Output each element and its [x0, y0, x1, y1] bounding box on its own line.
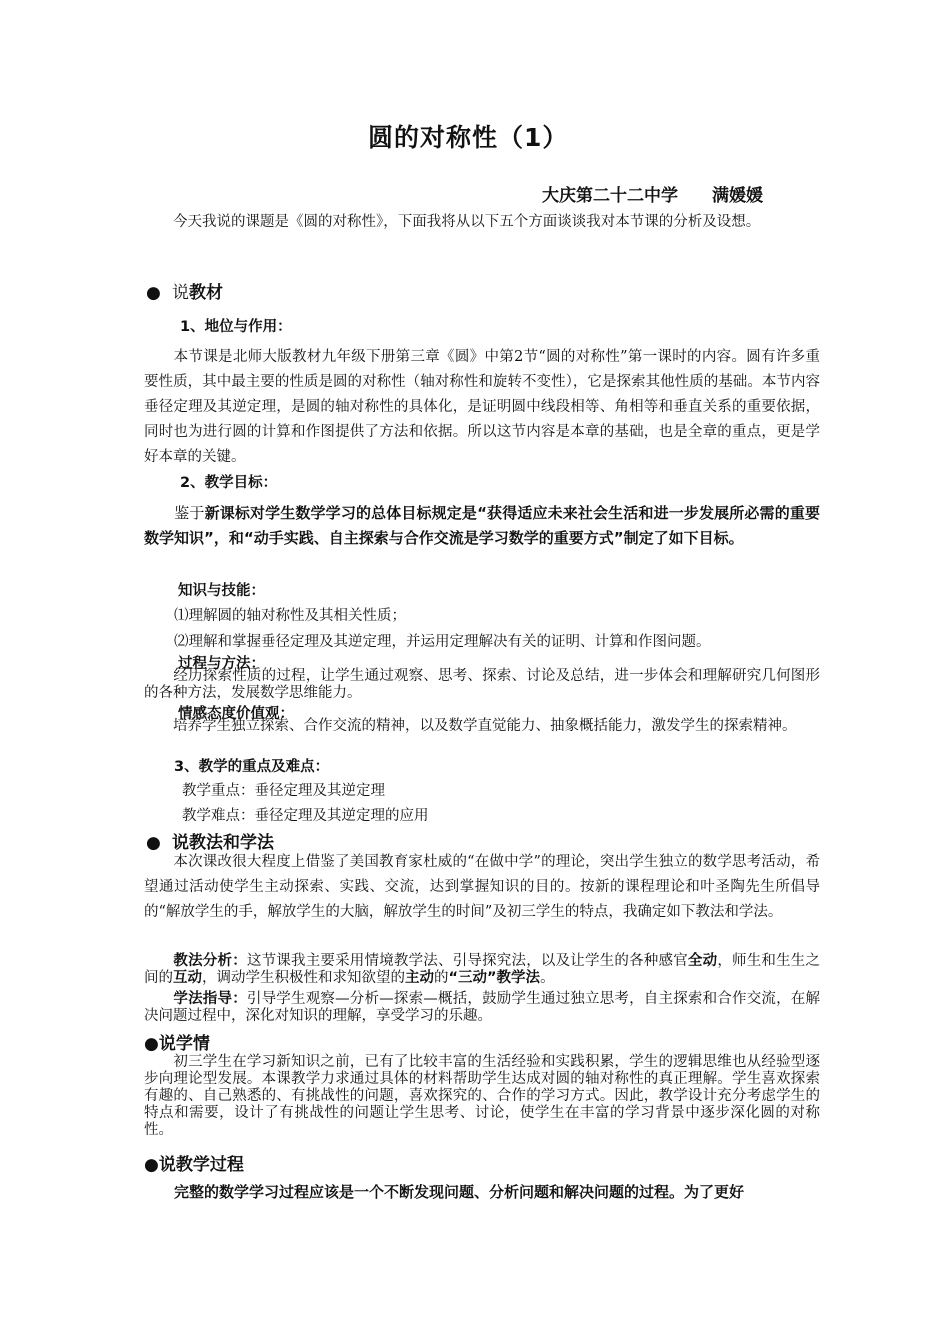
section-heading-methods: ● 说教法和学法 — [146, 833, 274, 853]
students-paragraph: 初三学生在学习新知识之前，已有了比较丰富的生活经验和实践积累，学生的逻辑思维也从经验型逐步向理论型发展。本课教学力求通过具体的材料帮助学生达成对圆的轴对称性的真正理解。学生喜欢探索有趣的、自己熟悉的、有挑战性的问题，喜欢探究的、合作的学习方式。因此，教学设计充分考虑学生的特点和需要，设计了有挑战性的问题让学生思考、讨论，使学生在丰富的学习背景中逐步深化圆的对称性。 — [144, 1054, 820, 1138]
author-line: 大庆第二十二中学 满媛媛 — [542, 186, 763, 206]
study-method-guidance: 学法指导：引导学生观察—分析—探索—概括，鼓励学生通过独立思考，自主探索和合作交流，在解决问题过程中，深化对知识的理解，享受学习的乐趣。 — [144, 991, 821, 1024]
intro-paragraph: 今天我说的课题是《圆的对称性》，下面我将从以下五个方面谈谈我对本节课的分析及设想。 — [144, 214, 761, 230]
section-heading-textbook: ● 说教材 — [146, 283, 223, 303]
emotion-values-paragraph: 培养学生独立探索、合作交流的精神，以及数学直觉能力、抽象概括能力，激发学生的探索精神。 — [144, 718, 797, 734]
section-heading-process: ●说教学过程 — [144, 1155, 244, 1175]
subheading-position-role: 1、地位与作用： — [180, 319, 292, 335]
goals-paragraph: 鉴于新课标对学生数学学习的总体目标规定是“获得适应未来社会生活和进一步发展所必需的重要数学知识”，和“动手实践、自主探索与合作交流是学习数学的重要方式”制定了如下目标。 — [144, 504, 820, 547]
key-difficult-heading: 3、教学的重点及难点： — [174, 759, 330, 775]
teaching-method-analysis: 教法分析：这节课我主要采用情境教学法、引导探究法，以及让学生的各种感官全动，师生和生生之间的互动，调动学生积极性和求知欲望的主动的“三动”教学法。 — [144, 953, 821, 986]
methods-paragraph: 本次课改很大程度上借鉴了美国教育家杜威的“在做中学”的理论，突出学生独立的数学思考活动，希望通过活动使学生主动探索、实践、交流，达到掌握知识的目的。按新的课程理论和叶圣陶先生所倡导的“解放学生的手，解放学生的大脑，解放学生的时间”及初三学生的特点，我确定如下教法和学法。 — [144, 854, 820, 920]
process-method-heading: 过程与方法： — [178, 656, 265, 672]
bullet-icon: ● — [146, 833, 161, 853]
bullet-icon: ● — [144, 1155, 159, 1175]
difficulty-line: 教学难点：垂径定理及其逆定理的应用 — [182, 808, 429, 824]
knowledge-skills-heading: 知识与技能： — [178, 583, 265, 599]
process-method-paragraph: 经历探索性质的过程，让学生通过观察、思考、探索、讨论及总结，进一步体会和理解研究几何图形的各种方法，发展数学思维能力。 — [144, 668, 820, 701]
subheading-teaching-goals: 2、教学目标： — [180, 475, 278, 491]
bullet-icon: ● — [146, 283, 161, 303]
position-role-paragraph: 本节课是北师大版教材九年级下册第三章《圆》中第2节“圆的对称性”第一课时的内容。圆有许多重要性质，其中最主要的性质是圆的对称性（轴对称性和旋转不变性），它是探索其他性质的基础。本节内容垂径定理及其逆定理，是圆的轴对称性的具体化，是证明圆中线段相等、角相等和垂直关系的重要依据，同时也为进行圆的计算和作图提供了方法和依据。所以这节内容是本章的基础，也是全章的重点，更是学好本章的关键。 — [144, 349, 820, 465]
page-title: 圆的对称性（1） — [368, 123, 569, 152]
emotion-values-heading: 情感态度价值观： — [178, 706, 294, 722]
process-paragraph: 完整的数学学习过程应该是一个不断发现问题、分析问题和解决问题的过程。为了更好 — [144, 1183, 745, 1201]
key-point-line: 教学重点：垂径定理及其逆定理 — [182, 783, 385, 799]
section-heading-students: ●说学情 — [144, 1034, 210, 1054]
knowledge-item-1: ⑴理解圆的轴对称性及其相关性质； — [174, 608, 406, 624]
bullet-icon: ● — [144, 1034, 159, 1054]
knowledge-item-2: ⑵理解和掌握垂径定理及其逆定理，并运用定理解决有关的证明、计算和作图问题。 — [174, 634, 711, 650]
